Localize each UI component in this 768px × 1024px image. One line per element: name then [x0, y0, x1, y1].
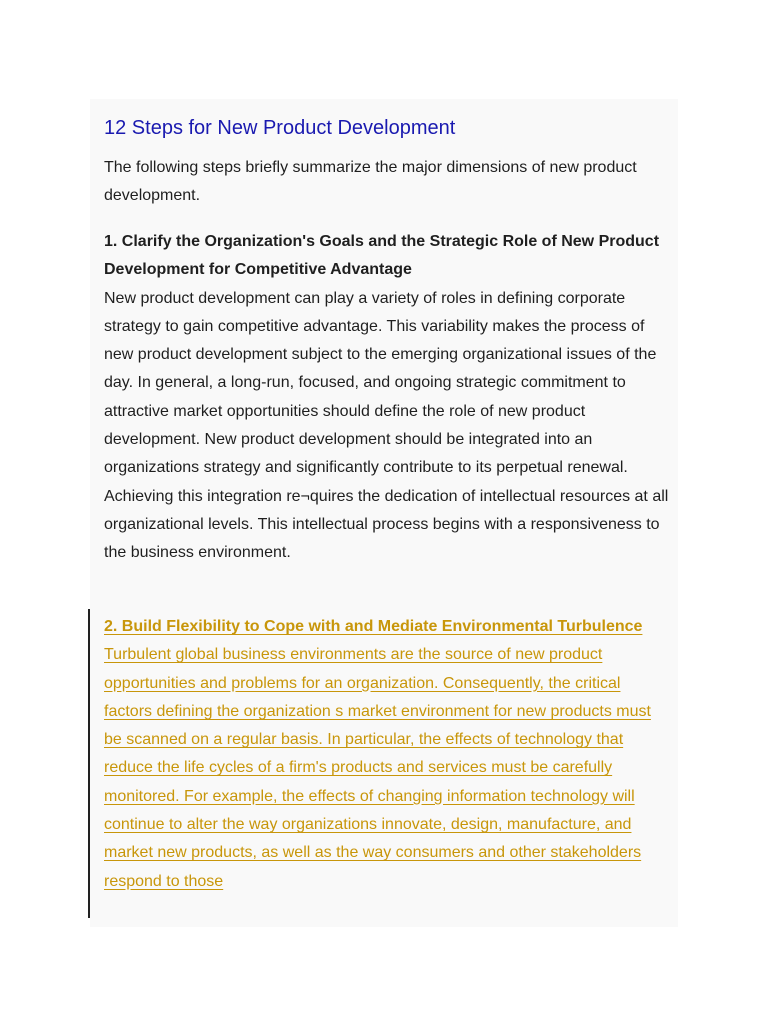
- section-2-heading-link[interactable]: 2. Build Flexibility to Cope with and Mediate Environmental Turbulence: [104, 618, 643, 635]
- section-1-heading: 1. Clarify the Organization's Goals and the Strategic Role of New Product Development for Competitive Advantage: [104, 233, 660, 279]
- document-panel: [90, 99, 678, 927]
- section-1: [104, 228, 670, 568]
- section-1-body: New product development can play a variety of roles in defining corporate strategy to gain competitive advantage. This variability makes the process of new product development subject to the emerging organizational issues of the day. In general, a long-run, focused, and ongoing strategic commitment to attractive market opportunities should define the role of new product development. New product development should be integrated into an organizations strategy and significantly contribute to its perpetual renewal. Achieving this integration re¬quires the dedication of intellectual resources at all organizational levels. This intellectual process begins with a responsiveness to the business environment.: [104, 289, 669, 562]
- page-title: 12 Steps for New Product Development: [104, 117, 456, 139]
- section-2-link-block[interactable]: [104, 613, 670, 896]
- intro-paragraph: The following steps briefly summarize the major dimensions of new product development.: [104, 159, 637, 205]
- section-2-body-link[interactable]: Turbulent global business environments are the source of new product opportunities and problems for an organization. Consequently, the critical factors defining the organization s market environment for new products must be scanned on a regular basis. In particular, the effects of technology that reduce the life cycles of a firm's products and services must be carefully monitored. For example, the effects of changing information technology will continue to alter the way organizations innovate, design, manufacture, and market new products, as well as the way consumers and other stakeholders respond to those: [104, 646, 651, 890]
